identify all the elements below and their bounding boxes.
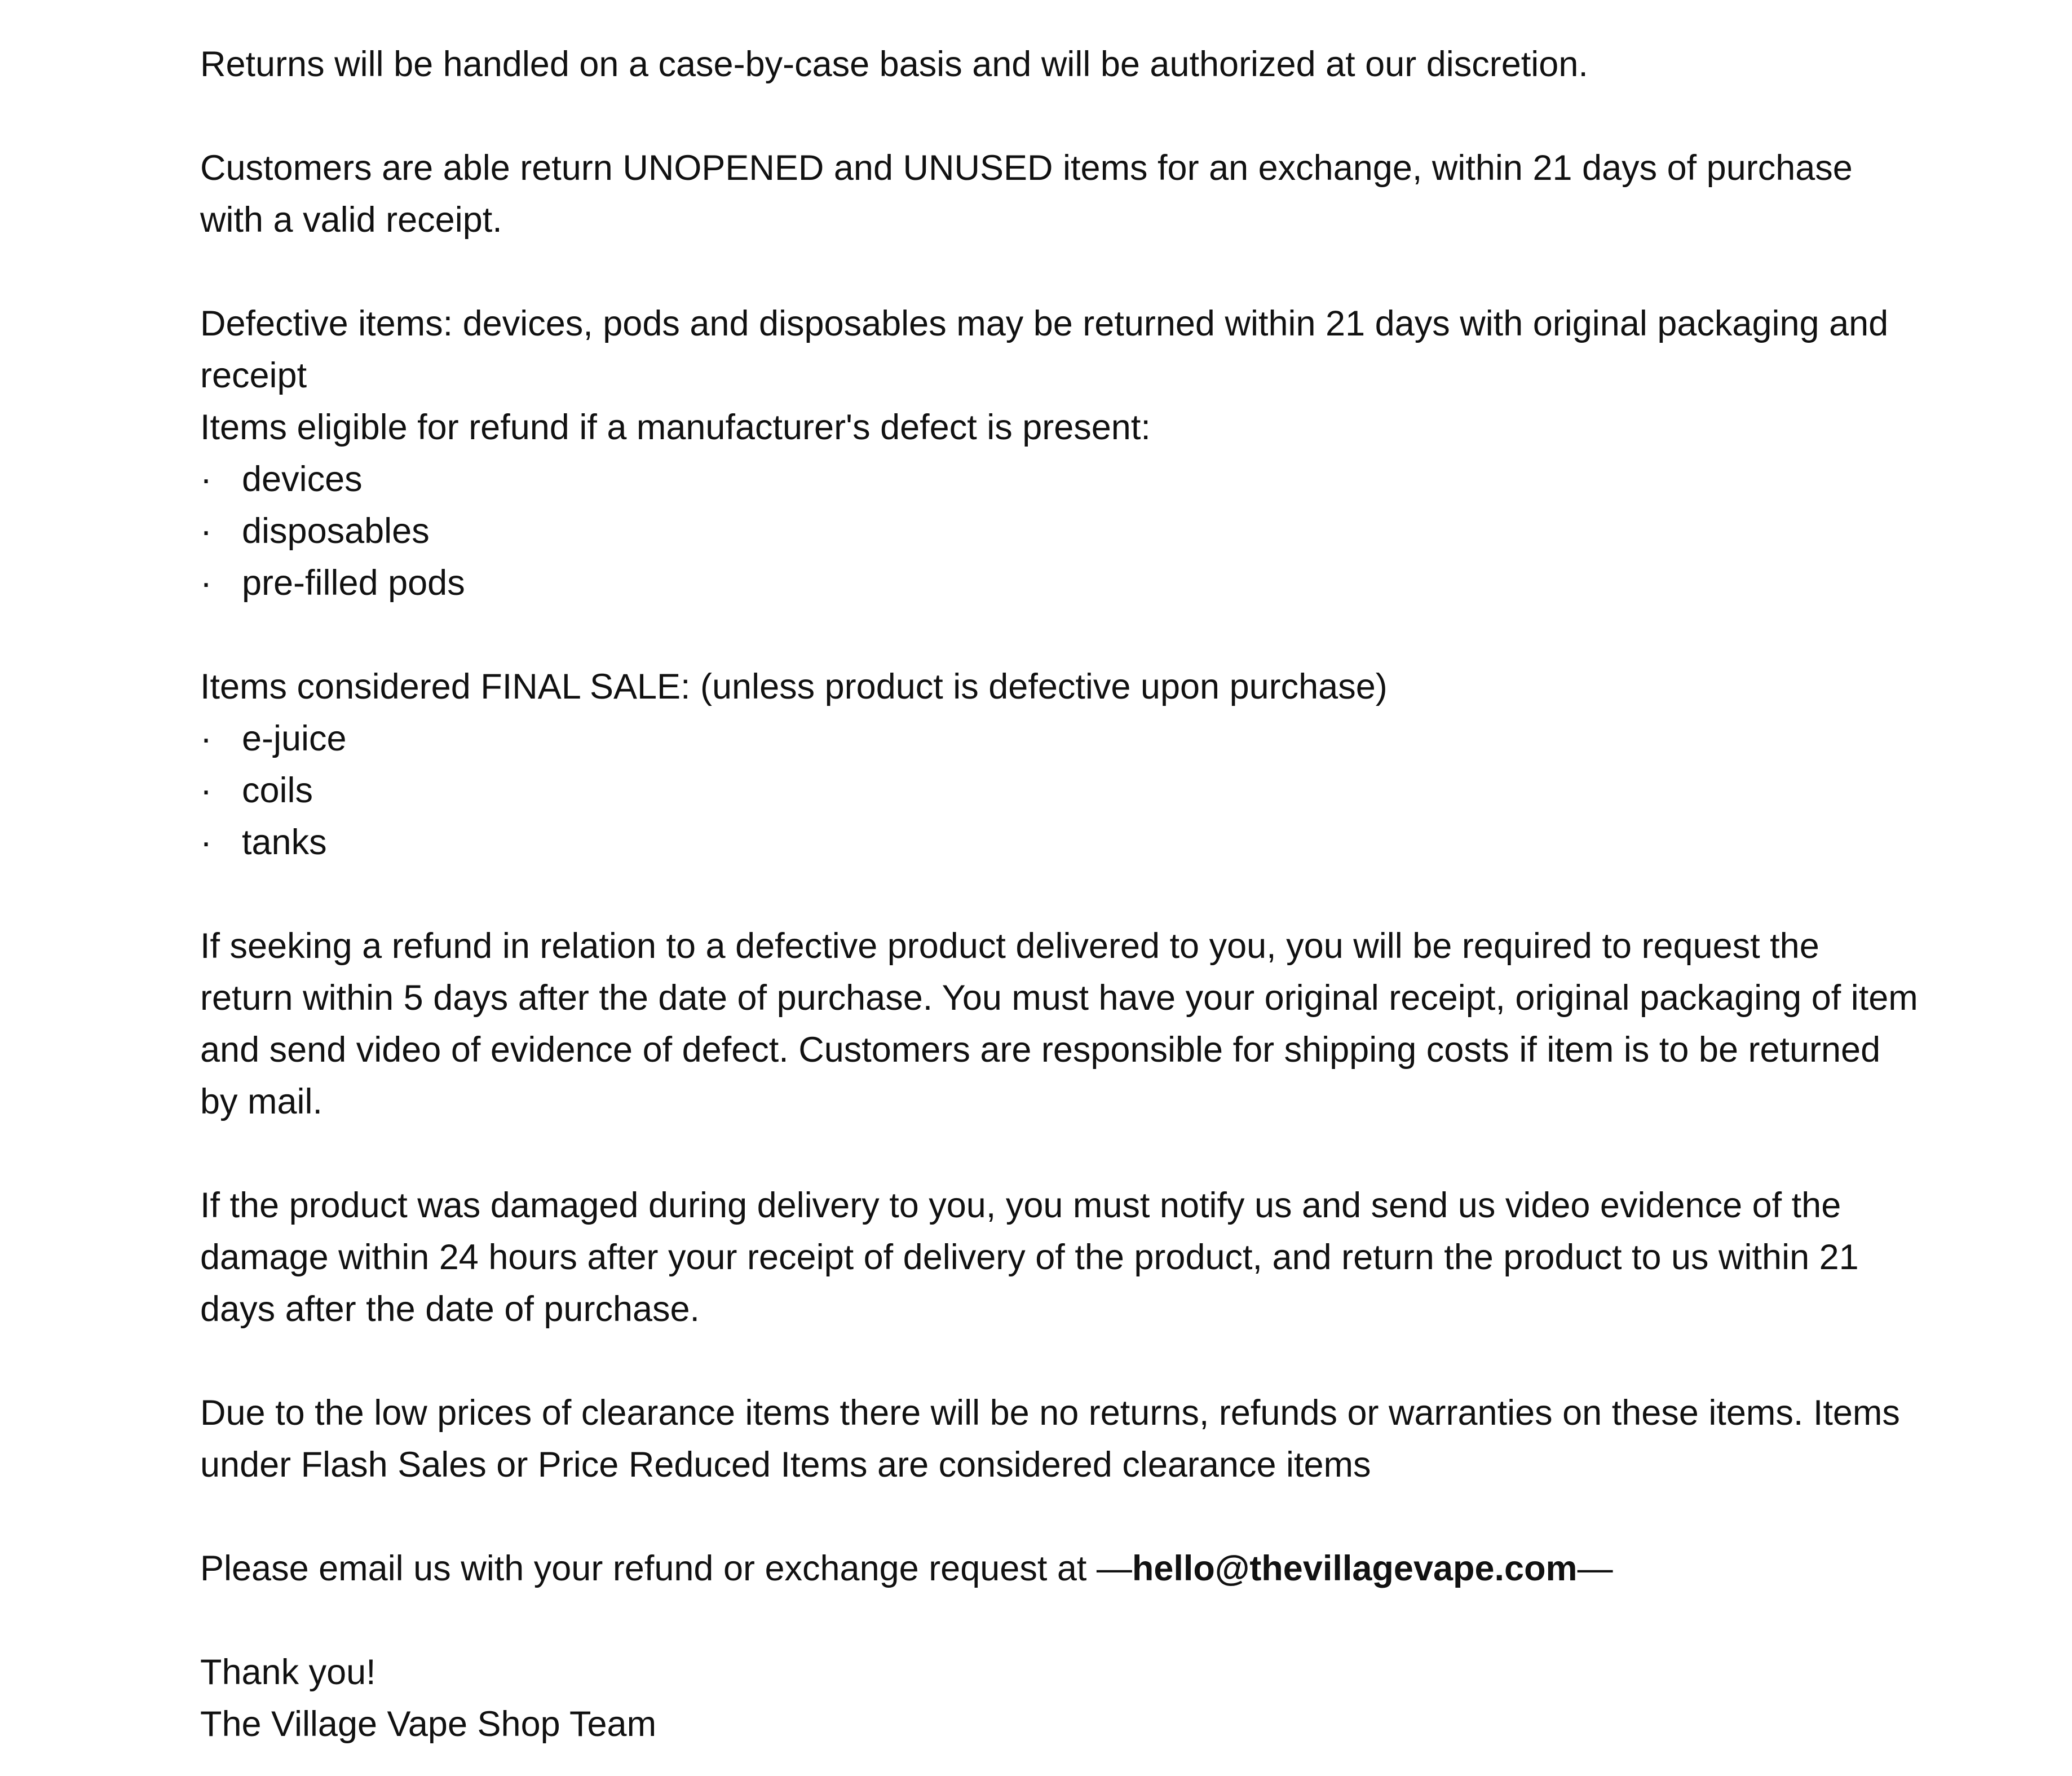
list-item-label: tanks [242,823,327,862]
contact-paragraph [200,1543,1920,1594]
bullet-icon: · [200,511,212,551]
bullet-icon: · [200,719,212,758]
list-item-label: e-juice [242,719,347,758]
final-sale-list [200,713,1920,868]
list-item [200,765,1920,816]
list-item [200,453,1920,505]
clearance-paragraph: Due to the low prices of clearance items there will be no returns, refunds or warranties on these items. Items under Flash Sales or Price Reduced Items are considered clearance items [200,1393,1900,1485]
bullet-icon: · [200,823,212,862]
final-sale-heading: Items considered FINAL SALE: (unless product is defective upon purchase) [200,667,1388,706]
bullet-icon: · [200,460,212,499]
list-item-label: devices [242,460,363,499]
intro-paragraph: Returns will be handled on a case-by-case basis and will be authorized at our discretion. [200,45,1588,84]
list-item [200,713,1920,765]
contact-email-link[interactable]: hello@thevillagevape.com [1132,1549,1578,1588]
signoff-thanks: Thank you! [200,1653,376,1692]
list-item [200,557,1920,609]
list-item [200,816,1920,868]
list-item-label: coils [242,771,313,810]
eligible-items-list [200,453,1920,609]
contact-suffix: — [1577,1549,1613,1588]
damaged-delivery-paragraph: If the product was damaged during delivery to you, you must notify us and send us video evidence of the damage within 24 hours after your receipt of delivery of the product, and return the product to us within 21 days after the date of purchase. [200,1186,1859,1329]
defective-items-paragraph: Defective items: devices, pods and disposables may be returned within 21 days with original packaging and receipt [200,304,1889,395]
bullet-icon: · [200,771,212,810]
contact-prefix: Please email us with your refund or exchange request at — [200,1549,1132,1588]
list-item [200,505,1920,557]
return-policy-document [200,38,1920,1750]
list-item-label: pre-filled pods [242,563,465,603]
bullet-icon: · [200,563,212,603]
eligible-items-heading: Items eligible for refund if a manufacturer's defect is present: [200,408,1151,447]
list-item-label: disposables [242,511,430,551]
defective-refund-paragraph: If seeking a refund in relation to a defective product delivered to you, you will be required to request the return within 5 days after the date of purchase. You must have your original receipt, original packaging of item and send video of evidence of defect. Customers are responsible for shipping costs if item is to be returned by mail. [200,926,1918,1121]
signoff-team: The Village Vape Shop Team [200,1704,657,1744]
exchange-paragraph: Customers are able return UNOPENED and UNUSED items for an exchange, within 21 days of purchase with a valid receipt. [200,148,1853,240]
